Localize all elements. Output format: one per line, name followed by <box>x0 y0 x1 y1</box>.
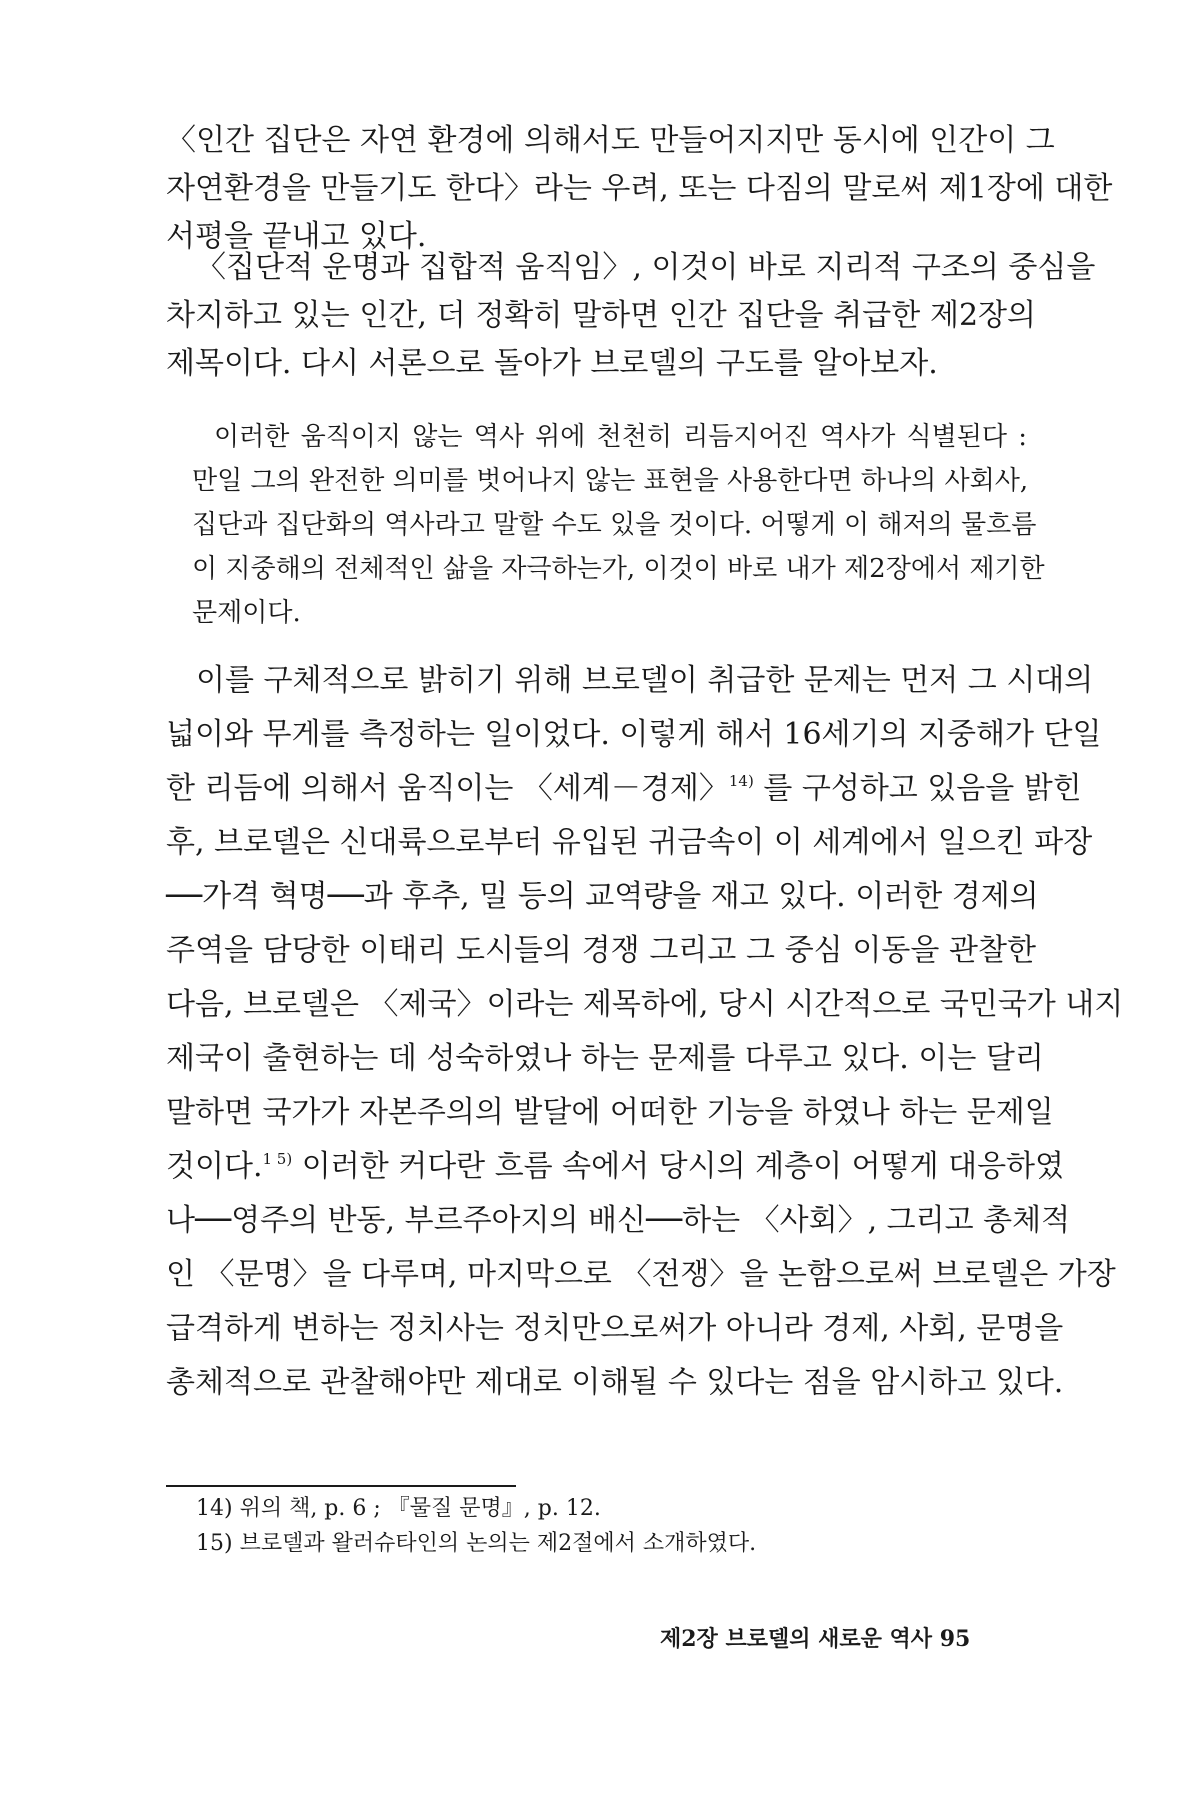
footnote-ref-14[interactable]: 14) <box>728 772 754 790</box>
footnotes <box>196 1494 996 1564</box>
text-line: 넓이와 무게를 측정하는 일이었다. 이렇게 해서 16세기의 지중해가 단일 <box>166 717 1102 752</box>
text-segment: 한 리듬에 의해서 움직이는 〈세계－경제〉 <box>166 771 729 806</box>
text-line: 〈인간 집단은 자연 환경에 의해서도 만들어지지만 동시에 인간이 그 <box>166 123 1055 158</box>
text-line: 급격하게 변하는 정치사는 정치만으로써가 아니라 경제, 사회, 문명을 <box>166 1311 1064 1346</box>
text-line: 자연환경을 만들기도 한다〉라는 우려, 또는 다짐의 말로써 제1장에 대한 <box>166 171 1113 206</box>
text-line: 인 〈문명〉을 다루며, 마지막으로 〈전쟁〉을 논함으로써 브로델은 가장 <box>166 1257 1116 1292</box>
text-line: 다음, 브로델은 〈제국〉이라는 제목하에, 당시 시간적으로 국민국가 내지 <box>166 987 1124 1022</box>
text-line: 나──영주의 반동, 부르주아지의 배신──하는 〈사회〉, 그리고 총체적 <box>166 1203 1071 1238</box>
text-line: 제목이다. 다시 서론으로 돌아가 브로델의 구도를 알아보자. <box>166 346 938 381</box>
running-footer: 제2장 브로델의 새로운 역사 95 <box>660 1626 971 1652</box>
text-segment: 를 구성하고 있음을 밝힌 <box>753 771 1082 806</box>
text-line: 후, 브로델은 신대륙으로부터 유입된 귀금속이 이 세계에서 일으킨 파장 <box>166 825 1093 860</box>
text-line: 〈집단적 운명과 집합적 움직임〉, 이것이 바로 지리적 구조의 중심을 <box>196 250 1096 285</box>
paragraph-1 <box>166 121 1113 257</box>
text-line: 총체적으로 관찰해야만 제대로 이해될 수 있다는 점을 암시하고 있다. <box>166 1365 1064 1400</box>
text-segment: 이러한 커다란 흐름 속에서 당시의 계층이 어떻게 대응하였 <box>292 1149 1065 1184</box>
text-line: 주역을 담당한 이태리 도시들의 경쟁 그리고 그 중심 이동을 관찰한 <box>166 933 1036 968</box>
footnote-15: 15) 브로델과 왈러슈타인의 논의는 제2절에서 소개하였다. <box>196 1531 757 1556</box>
text-line: 이를 구체적으로 밝히기 위해 브로델이 취급한 문제는 먼저 그 시대의 <box>196 663 1094 698</box>
text-line: 말하면 국가가 자본주의의 발달에 어떠한 기능을 하였나 하는 문제일 <box>166 1095 1054 1130</box>
text-line: 차지하고 있는 인간, 더 정확히 말하면 인간 집단을 취급한 제2장의 <box>166 298 1036 333</box>
quote-line: 이 지중해의 전체적인 삶을 자극하는가, 이것이 바로 내가 제2장에서 제기한 <box>192 554 1045 584</box>
block-quote <box>192 420 1045 630</box>
quote-line: 이러한 움직이지 않는 역사 위에 천천히 리듬지어진 역사가 식별된다 : <box>214 422 1027 452</box>
footnote-divider <box>166 1485 516 1487</box>
footnote-14: 14) 위의 책, p. 6 ; 『물질 문명』, p. 12. <box>196 1496 601 1521</box>
text-segment: 것이다. <box>166 1149 263 1184</box>
text-line: 제국이 출현하는 데 성숙하였나 하는 문제를 다루고 있다. 이는 달리 <box>166 1041 1044 1076</box>
quote-line: 만일 그의 완전한 의미를 벗어나지 않는 표현을 사용한다면 하나의 사회사, <box>192 466 1029 496</box>
quote-line: 문제이다. <box>192 598 301 628</box>
paragraph-3 <box>166 661 1124 1403</box>
text-line: ──가격 혁명──과 후추, 밀 등의 교역량을 재고 있다. 이러한 경제의 <box>166 879 1039 914</box>
text-line: 서평을 끝내고 있다. <box>166 219 427 254</box>
footnote-ref-15[interactable]: 1 5) <box>262 1150 293 1168</box>
text-line <box>166 1147 1065 1187</box>
paragraph-2 <box>166 248 1096 384</box>
quote-line: 집단과 집단화의 역사라고 말할 수도 있을 것이다. 어떻게 이 해저의 물흐름 <box>192 510 1037 540</box>
text-line <box>166 769 1082 809</box>
